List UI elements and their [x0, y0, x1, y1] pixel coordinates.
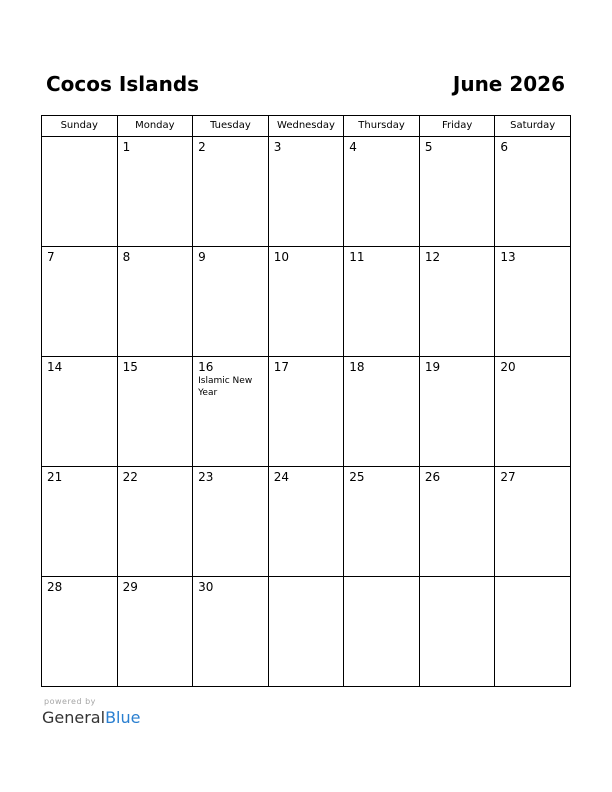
week-row	[42, 357, 571, 467]
day-cell	[344, 467, 420, 577]
weekday-header-thursday: Thursday	[344, 116, 420, 137]
day-cell	[495, 247, 571, 357]
day-number: 16	[198, 360, 214, 374]
day-cell	[42, 577, 118, 687]
day-cell	[495, 137, 571, 247]
day-number: 23	[198, 470, 214, 484]
day-cell	[268, 577, 344, 687]
day-cell	[117, 577, 193, 687]
weekday-header-tuesday: Tuesday	[193, 116, 269, 137]
day-number: 2	[198, 140, 206, 154]
weekday-header-monday: Monday	[117, 116, 193, 137]
day-number: 27	[500, 470, 516, 484]
day-cell	[268, 247, 344, 357]
weekday-header-saturday: Saturday	[495, 116, 571, 137]
weekday-header-sunday: Sunday	[42, 116, 118, 137]
weekday-header-wednesday: Wednesday	[268, 116, 344, 137]
day-number: 8	[122, 250, 131, 264]
day-number: 24	[273, 470, 289, 484]
day-number: 14	[47, 360, 63, 374]
day-cell	[193, 577, 269, 687]
day-cell	[419, 247, 495, 357]
day-number: 10	[273, 250, 289, 264]
day-number	[269, 577, 344, 580]
day-number: 5	[424, 140, 433, 154]
brand-name-general: General	[42, 708, 106, 727]
day-cell	[193, 467, 269, 577]
day-number	[495, 577, 570, 580]
day-number: 28	[47, 580, 63, 594]
day-number: 30	[198, 580, 214, 594]
day-number: 22	[122, 470, 138, 484]
generalblue-logo-link[interactable]	[42, 707, 140, 729]
day-number: 13	[500, 250, 516, 264]
day-number: 4	[349, 140, 357, 154]
day-cell	[419, 467, 495, 577]
week-row	[42, 137, 571, 247]
day-number: 17	[273, 360, 289, 374]
day-number: 26	[424, 470, 441, 484]
day-number: 12	[424, 250, 441, 264]
day-cell	[344, 357, 420, 467]
day-number: 3	[273, 140, 282, 154]
day-cell	[344, 247, 420, 357]
day-number	[42, 137, 117, 140]
day-cell	[117, 247, 193, 357]
day-cell	[495, 357, 571, 467]
day-number: 9	[198, 250, 206, 264]
week-row	[42, 247, 571, 357]
holiday-label: Islamic New Year	[198, 376, 253, 398]
day-cell	[268, 357, 344, 467]
week-row	[42, 577, 571, 687]
day-cell	[419, 357, 495, 467]
day-cell	[495, 467, 571, 577]
calendar-grid	[41, 115, 571, 687]
day-cell	[419, 577, 495, 687]
day-number: 19	[424, 360, 441, 374]
day-cell	[42, 467, 118, 577]
day-cell	[268, 137, 344, 247]
day-number	[344, 577, 419, 580]
day-number: 29	[122, 580, 138, 594]
day-cell	[419, 137, 495, 247]
day-number: 6	[500, 140, 509, 154]
day-cell	[495, 577, 571, 687]
weekday-header-row	[42, 116, 571, 137]
day-cell	[344, 137, 420, 247]
day-cell	[42, 357, 118, 467]
day-cell	[117, 467, 193, 577]
day-cell	[117, 357, 193, 467]
day-number: 11	[349, 250, 365, 264]
week-row	[42, 467, 571, 577]
day-cell	[193, 357, 269, 467]
day-cell	[117, 137, 193, 247]
day-number: 1	[122, 140, 131, 154]
day-cell	[42, 247, 118, 357]
day-number	[420, 577, 495, 580]
brand-name-blue: Blue	[105, 708, 141, 727]
day-cell	[193, 247, 269, 357]
calendar-country-title: Cocos Islands	[46, 72, 200, 96]
day-cell	[268, 467, 344, 577]
calendar-month-title: June 2026	[452, 72, 565, 96]
day-number: 21	[47, 470, 63, 484]
powered-by-text: powered by	[44, 697, 96, 706]
day-cell	[42, 137, 118, 247]
day-cell	[344, 577, 420, 687]
day-number: 18	[349, 360, 365, 374]
day-number: 15	[122, 360, 138, 374]
day-number: 25	[349, 470, 365, 484]
day-cell	[193, 137, 269, 247]
day-number: 20	[500, 360, 516, 374]
day-number: 7	[47, 250, 55, 264]
weekday-header-friday: Friday	[419, 116, 495, 137]
